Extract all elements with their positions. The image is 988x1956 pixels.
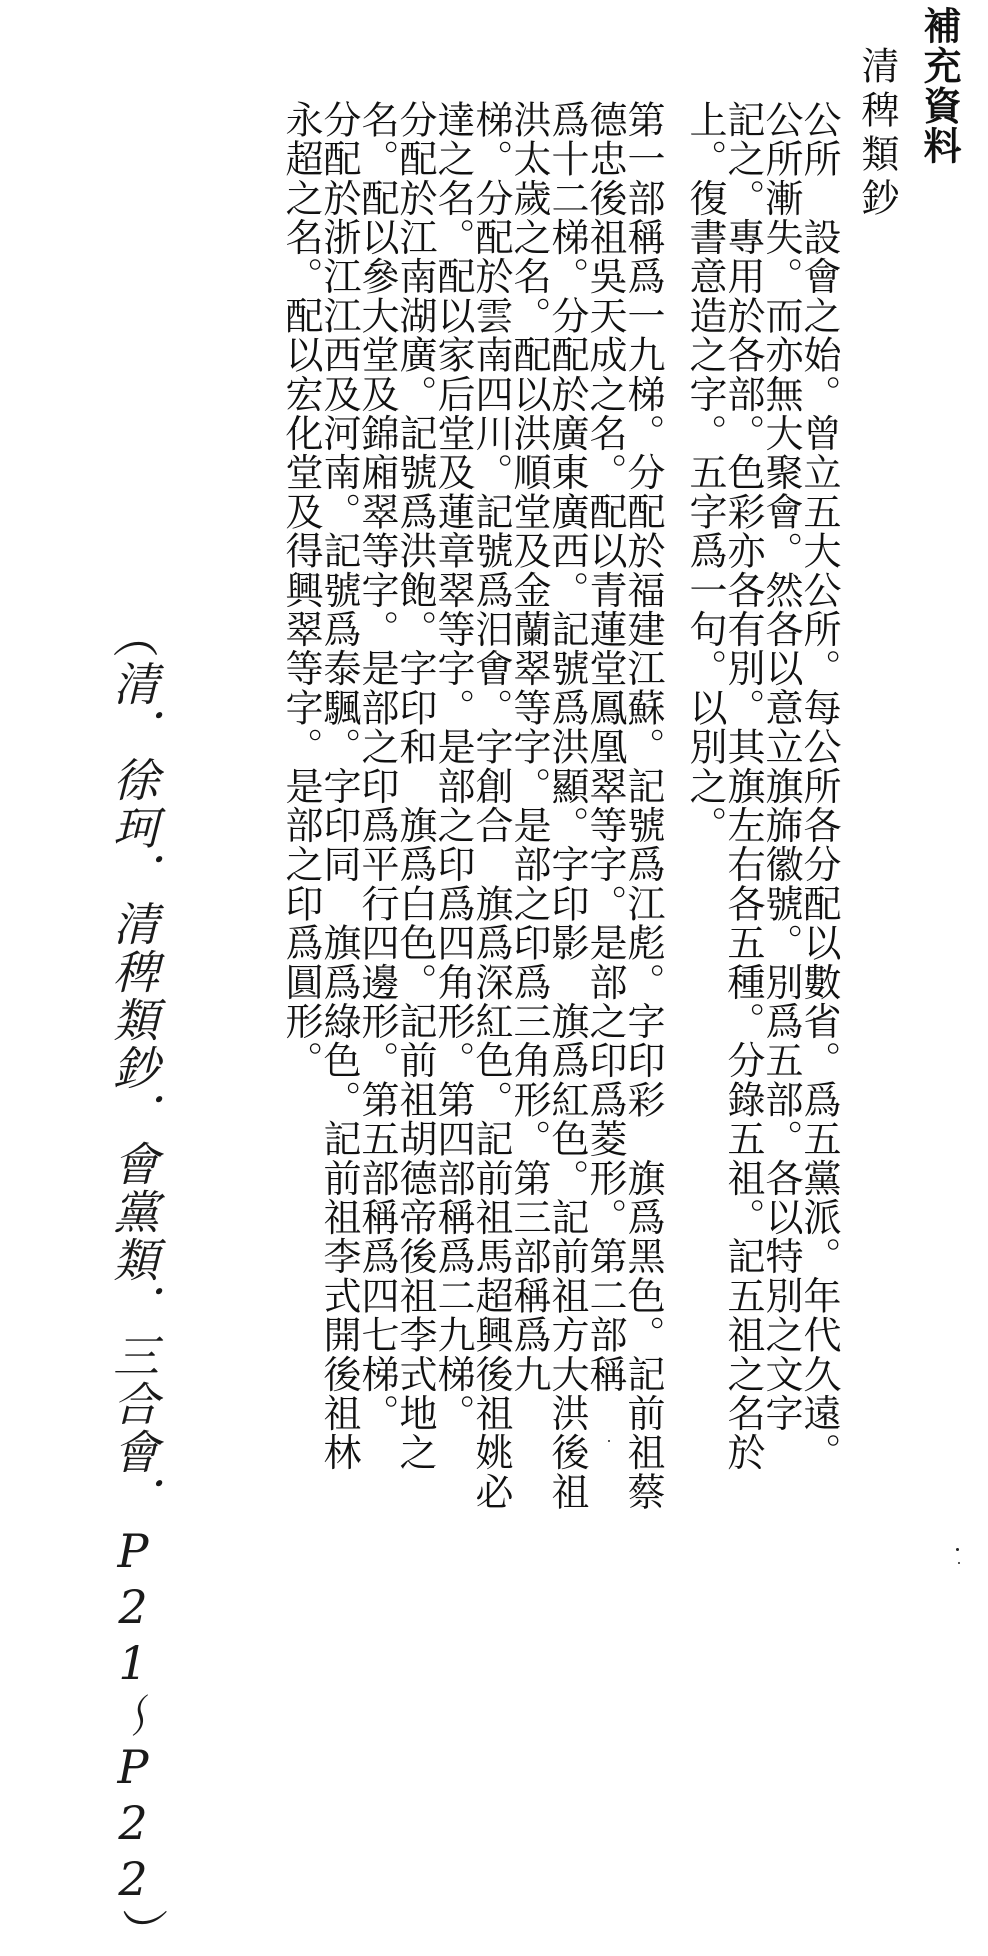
scan-speck xyxy=(956,1548,959,1551)
section-header: 補充資料 xyxy=(917,6,962,166)
body-column: 第一部稱爲一九梯。分配於福建江蘇。記號爲江彪。字印彩 旗爲黑色。記前祖蔡 xyxy=(621,100,665,1512)
scan-speck xyxy=(958,1562,960,1564)
body-column: 記之。專用於各部。色彩亦各有別。其旗左右各五種。分錄五祖。記五祖之名於 xyxy=(721,100,765,1472)
body-column: 梯。分配於雲南四川。記號爲汨㑹。字創合 旗爲深紅色。記前祖馬超興後祖姚必 xyxy=(469,100,513,1512)
scan-speck xyxy=(608,1440,610,1442)
body-column: 公所漸失。而亦無大聚會。然各以意立旗旆徽號。別爲五部。各以特別之文字 xyxy=(759,100,803,1433)
body-column: 永超之名。配以宏化堂及得興翠等字。是部之印爲圓形。 xyxy=(279,100,323,1080)
body-column: 分配於江南湖廣。記號爲洪飽。字印和 旗爲白色。記前祖胡德帝後祖李式地之 xyxy=(393,100,437,1472)
body-column: 名。配以參大堂及錦廂翠等字。是部之印爲平行四邊形。第五部稱爲四七梯。 xyxy=(355,100,399,1433)
body-column: 上。復書意造之字。五字爲一句。以別之。 xyxy=(683,100,727,845)
body-column: 德忠後祖吳天成之名。配以青蓮堂鳳凰翠等字。是部之印爲菱形。第二部稱 xyxy=(583,100,627,1394)
body-column: 分配於浙江江西及河南。記號爲泰颿。字印同 旗爲綠色。記前祖李式開後祖林 xyxy=(317,100,361,1472)
source-title: 清稗類鈔 xyxy=(855,46,899,222)
body-column: 達之名。配以家后堂及蓮章翠等字。是部之印爲四角形。第四部稱爲二九梯。 xyxy=(431,100,475,1433)
handwritten-citation: （清．徐珂．清稗類鈔．會黨類．三合會．P21～P22） xyxy=(106,612,160,1956)
body-column: 爲十二梯。分配於廣東廣西。記號爲洪顯。字印影 旗爲紅色。記前祖方大洪後祖 xyxy=(545,100,589,1512)
body-column: 洪太歲之名。配以洪順堂及金蘭翠等字。是部之印爲三角形。第三部稱爲九 xyxy=(507,100,551,1394)
body-column: 公所 設會之始。曾立五大公所。每公所各分配以數省。爲五黨派。年代久遠。 xyxy=(797,100,841,1472)
